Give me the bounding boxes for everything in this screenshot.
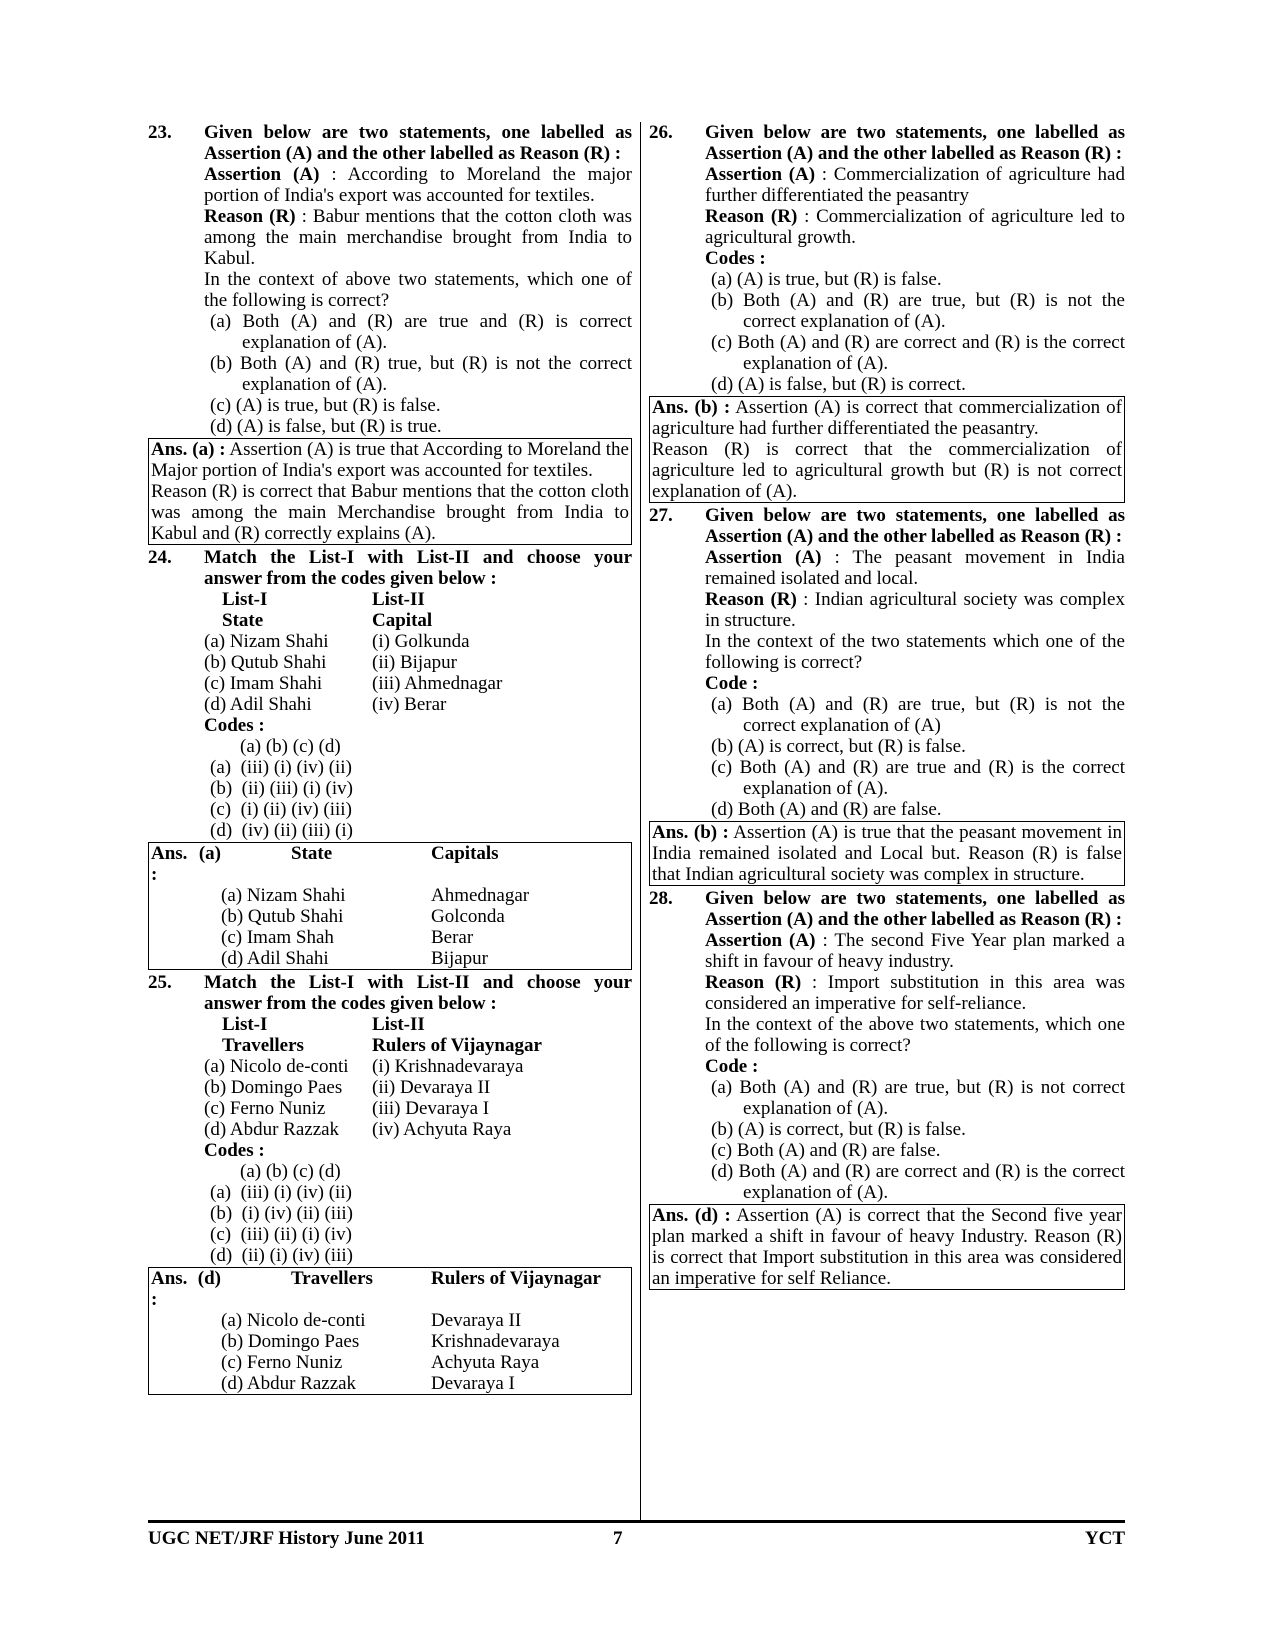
question-27	[649, 505, 1125, 820]
code-option-b: (b) (i) (iv) (ii) (iii)	[210, 1203, 353, 1224]
option-d: (d) (A) is false, but (R) is true.	[210, 416, 442, 437]
codes-label: Codes :	[204, 715, 265, 736]
option-d: (d) Both (A) and (R) are correct and (R) is the correct explanation of (A).	[711, 1161, 1125, 1203]
option-a: (a) Both (A) and (R) are true, but (R) is not correct explanation of (A).	[711, 1077, 1125, 1119]
question-number: 27.	[649, 505, 673, 526]
question-number: 28.	[649, 888, 673, 909]
question-heading: Given below are two statements, one labelled as Assertion (A) and the other labelled as Reason (R) :	[705, 505, 1125, 547]
question-prompt: In the context of the two statements which one of the following is correct?	[705, 631, 1125, 673]
code-label: Code :	[705, 673, 759, 694]
answer-box-26: Ans. (b) : Assertion (A) is correct that commercialization of agriculture had further differentiated the peasantry. Reason (R) is correct that the commercialization of agriculture led to agricultural growth but (R) is not correct explanation of (A).	[649, 396, 1125, 503]
question-heading: Given below are two statements, one labelled as Assertion (A) and the other labelled as Reason (R) :	[705, 122, 1125, 164]
codes-header: (a) (b) (c) (d)	[240, 1161, 341, 1182]
code-option-b: (b) (ii) (iii) (i) (iv)	[210, 778, 353, 799]
codes-header: (a) (b) (c) (d)	[240, 736, 341, 757]
answer-box-27: Ans. (b) : Assertion (A) is true that the peasant movement in India remained isolated and Local but. Reason (R) is false that Indian agricultural society was complex in structure.	[649, 821, 1125, 886]
option-c: (c) Both (A) and (R) are correct and (R) is the correct explanation of (A).	[711, 332, 1125, 374]
question-number: 25.	[148, 972, 172, 993]
left-column	[148, 122, 632, 1397]
option-c: (c) (A) is true, but (R) is false.	[210, 395, 441, 416]
code-option-a: (a) (iii) (i) (iv) (ii)	[210, 757, 352, 778]
footer-rule	[148, 1520, 1125, 1523]
option-b: (b) Both (A) and (R) true, but (R) is not the correct explanation of (A).	[210, 353, 632, 395]
option-c: (c) Both (A) and (R) are false.	[711, 1140, 941, 1161]
question-25	[148, 972, 632, 1266]
option-d: (d) (A) is false, but (R) is correct.	[711, 374, 966, 395]
option-a: (a) Both (A) and (R) are true, but (R) is not the correct explanation of (A)	[711, 694, 1125, 736]
code-option-d: (d) (ii) (i) (iv) (iii)	[210, 1245, 353, 1266]
reason: Reason (R) : Babur mentions that the cotton cloth was among the main merchandise brought from India to Kabul.	[204, 206, 633, 269]
assertion: Assertion (A) : The peasant movement in India remained isolated and local.	[705, 547, 1125, 589]
answer-box-25: Ans. (d) : Travellers Rulers of Vijaynagar (a) Nicolo de-conti Devaraya II (b) Domingo Paes Krishnadevaraya (c) Ferno Nuniz Achyuta Raya (d) Abdur Razzak Devaraya I	[148, 1267, 632, 1395]
question-heading: Match the List-I with List-II and choose your answer from the codes given below :	[204, 972, 632, 1014]
code-option-a: (a) (iii) (i) (iv) (ii)	[210, 1182, 352, 1203]
answer-box-23: Ans. (a) : Assertion (A) is true that According to Moreland the Major portion of India's export was accounted for textiles. Reason (R) is correct that Babur mentions that the cotton cloth was among the main Merchandise brought from India to Kabul and (R) correctly explains (A).	[148, 438, 632, 545]
question-heading: Match the List-I with List-II and choose your answer from the codes given below :	[204, 547, 632, 589]
reason: Reason (R) : Import substitution in this area was considered an imperative for self-reliance.	[705, 972, 1125, 1014]
code-option-c: (c) (i) (ii) (iv) (iii)	[210, 799, 352, 820]
question-heading: Given below are two statements, one labelled as Assertion (A) and the other labelled as Reason (R) :	[204, 122, 632, 164]
question-prompt: In the context of above two statements, which one of the following is correct?	[204, 269, 632, 311]
match-list: List-I List-II Travellers Rulers of Vijaynagar (a) Nicolo de-conti (i) Krishnadevaraya (b) Domingo Paes (ii) Devaraya II (c) Ferno Nuniz (iii) Devaraya I (d) Abdur Razzak (iv) Achyuta Raya	[204, 1014, 542, 1140]
question-number: 24.	[148, 547, 172, 568]
question-heading: Given below are two statements, one labelled as Assertion (A) and the other labelled as Reason (R) :	[705, 888, 1125, 930]
footer-publisher: YCT	[1084, 1528, 1125, 1549]
question-24	[148, 547, 632, 841]
footer-exam-title: UGC NET/JRF History June 2011	[148, 1528, 425, 1549]
codes-label: Codes :	[705, 248, 766, 269]
answer-box-24: Ans. (a) : State Capitals (a) Nizam Shahi Ahmednagar (b) Qutub Shahi Golconda (c) Imam Shah Berar (d) Adil Shahi Bijapur	[148, 842, 632, 970]
option-c: (c) Both (A) and (R) are true and (R) is the correct explanation of (A).	[711, 757, 1125, 799]
reason: Reason (R) : Indian agricultural society was complex in structure.	[705, 589, 1125, 631]
code-option-d: (d) (iv) (ii) (iii) (i)	[210, 820, 353, 841]
question-number: 23.	[148, 122, 172, 143]
question-23	[148, 122, 632, 437]
reason: Reason (R) : Commercialization of agriculture led to agricultural growth.	[705, 206, 1125, 248]
code-option-c: (c) (iii) (ii) (i) (iv)	[210, 1224, 352, 1245]
option-a: (a) (A) is true, but (R) is false.	[711, 269, 942, 290]
answer-box-28: Ans. (d) : Assertion (A) is correct that the Second five year plan marked a shift in favour of heavy Industry. Reason (R) is correct that Import substitution in this area was considered an imperative for self Reliance.	[649, 1204, 1125, 1290]
question-28	[649, 888, 1125, 1203]
question-number: 26.	[649, 122, 673, 143]
page-number: 7	[613, 1528, 623, 1549]
right-column	[649, 122, 1125, 1292]
option-d: (d) Both (A) and (R) are false.	[711, 799, 942, 820]
codes-label: Codes :	[204, 1140, 265, 1161]
option-b: (b) (A) is correct, but (R) is false.	[711, 1119, 966, 1140]
code-label: Code :	[705, 1056, 759, 1077]
assertion: Assertion (A) : The second Five Year plan marked a shift in favour of heavy industry.	[705, 930, 1125, 972]
assertion: Assertion (A) : According to Moreland the major portion of India's export was accounted for textiles.	[204, 164, 632, 206]
option-a: (a) Both (A) and (R) are true and (R) is correct explanation of (A).	[210, 311, 632, 353]
column-divider	[640, 122, 641, 1520]
question-26	[649, 122, 1125, 395]
option-b: (b) (A) is correct, but (R) is false.	[711, 736, 966, 757]
assertion: Assertion (A) : Commercialization of agriculture had further differentiated the peasantry	[705, 164, 1125, 206]
option-b: (b) Both (A) and (R) are true, but (R) is not the correct explanation of (A).	[711, 290, 1125, 332]
question-prompt: In the context of the above two statements, which one of the following is correct?	[705, 1014, 1125, 1056]
match-list: List-I List-II State Capital (a) Nizam Shahi (i) Golkunda (b) Qutub Shahi (ii) Bijapur (c) Imam Shahi (iii) Ahmednagar (d) Adil Shahi (iv) Berar	[204, 589, 503, 715]
